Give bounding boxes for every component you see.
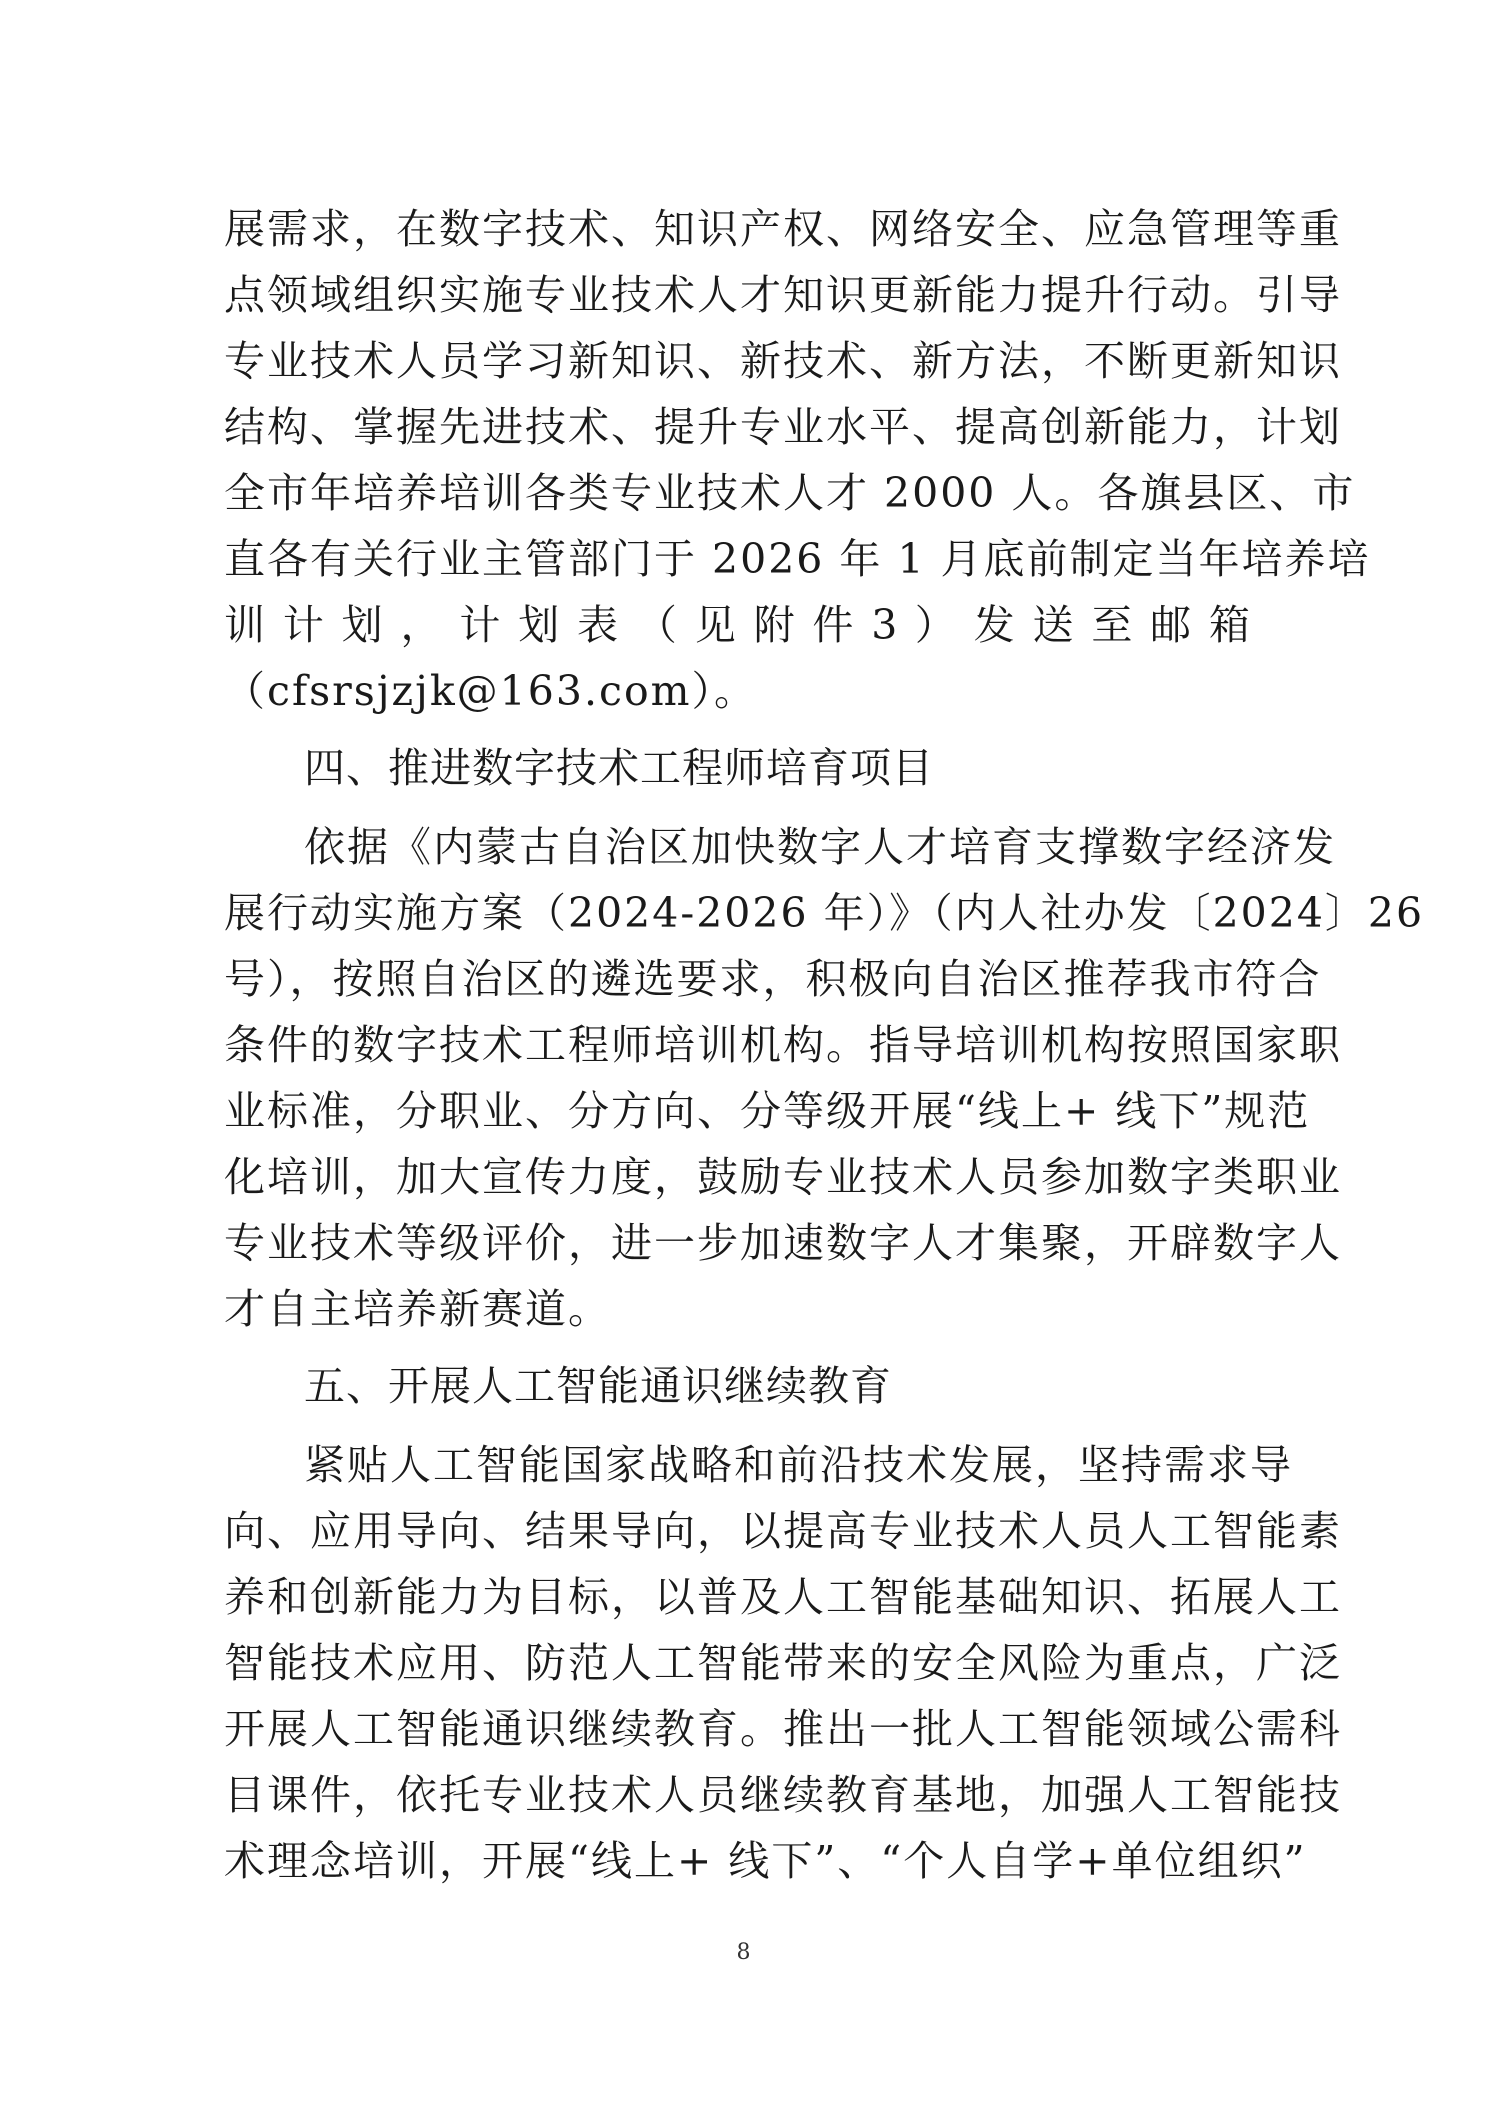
body-text-line: 化培训，加大宣传力度，鼓励专业技术人员参加数字类职业 bbox=[224, 1153, 1342, 1201]
body-text-line: 展行动实施方案（2024-2026 年）》（内人社办发〔2024〕26 bbox=[224, 889, 1425, 937]
body-text-line: 号），按照自治区的遴选要求，积极向自治区推荐我市符合 bbox=[224, 955, 1322, 1003]
body-text-line: 目课件，依托专业技术人员继续教育基地，加强人工智能技 bbox=[224, 1771, 1342, 1819]
body-text-line: 直各有关行业主管部门于 2026 年 1 月底前制定当年培养培 bbox=[224, 535, 1371, 583]
section-heading-5: 五、开展人工智能通识继续教育 bbox=[304, 1362, 892, 1410]
page-number: 8 bbox=[736, 1940, 751, 1965]
body-text-line: 专业技术等级评价，进一步加速数字人才集聚，开辟数字人 bbox=[224, 1219, 1342, 1267]
body-text-line: 专业技术人员学习新知识、新技术、新方法，不断更新知识 bbox=[224, 337, 1342, 385]
body-text-line: 术理念培训，开展“线上+ 线下”、“个人自学+单位组织” bbox=[224, 1837, 1307, 1885]
body-text-line: 紧贴人工智能国家战略和前沿技术发展，坚持需求导 bbox=[304, 1441, 1293, 1489]
body-text-line: 结构、掌握先进技术、提升专业水平、提高创新能力，计划 bbox=[224, 403, 1342, 451]
body-text-line: 全市年培养培训各类专业技术人才 2000 人。各旗县区、市 bbox=[224, 469, 1356, 517]
body-text-line: 业标准，分职业、分方向、分等级开展“线上+ 线下”规范 bbox=[224, 1087, 1311, 1135]
body-text-line: 向、应用导向、结果导向，以提高专业技术人员人工智能素 bbox=[224, 1507, 1342, 1555]
body-text-line: 依据《内蒙古自治区加快数字人才培育支撑数字经济发 bbox=[304, 823, 1336, 871]
body-text-line: 智能技术应用、防范人工智能带来的安全风险为重点，广泛 bbox=[224, 1639, 1342, 1687]
email-line: （cfsrsjzjk@163.com）。 bbox=[224, 667, 758, 715]
body-text-line: 养和创新能力为目标，以普及人工智能基础知识、拓展人工 bbox=[224, 1573, 1342, 1621]
body-text-line: 开展人工智能通识继续教育。推出一批人工智能领域公需科 bbox=[224, 1705, 1342, 1753]
body-text-line: 展需求，在数字技术、知识产权、网络安全、应急管理等重 bbox=[224, 205, 1342, 253]
body-text-line: 训 计 划 ， 计 划 表 （ 见 附 件 3 ） 发 送 至 邮 箱 bbox=[224, 601, 1252, 649]
section-heading-4: 四、推进数字技术工程师培育项目 bbox=[304, 744, 934, 792]
body-text-line: 才自主培养新赛道。 bbox=[224, 1285, 611, 1333]
body-text-line: 条件的数字技术工程师培训机构。指导培训机构按照国家职 bbox=[224, 1021, 1342, 1069]
body-text-line: 点领域组织实施专业技术人才知识更新能力提升行动。引导 bbox=[224, 271, 1342, 319]
